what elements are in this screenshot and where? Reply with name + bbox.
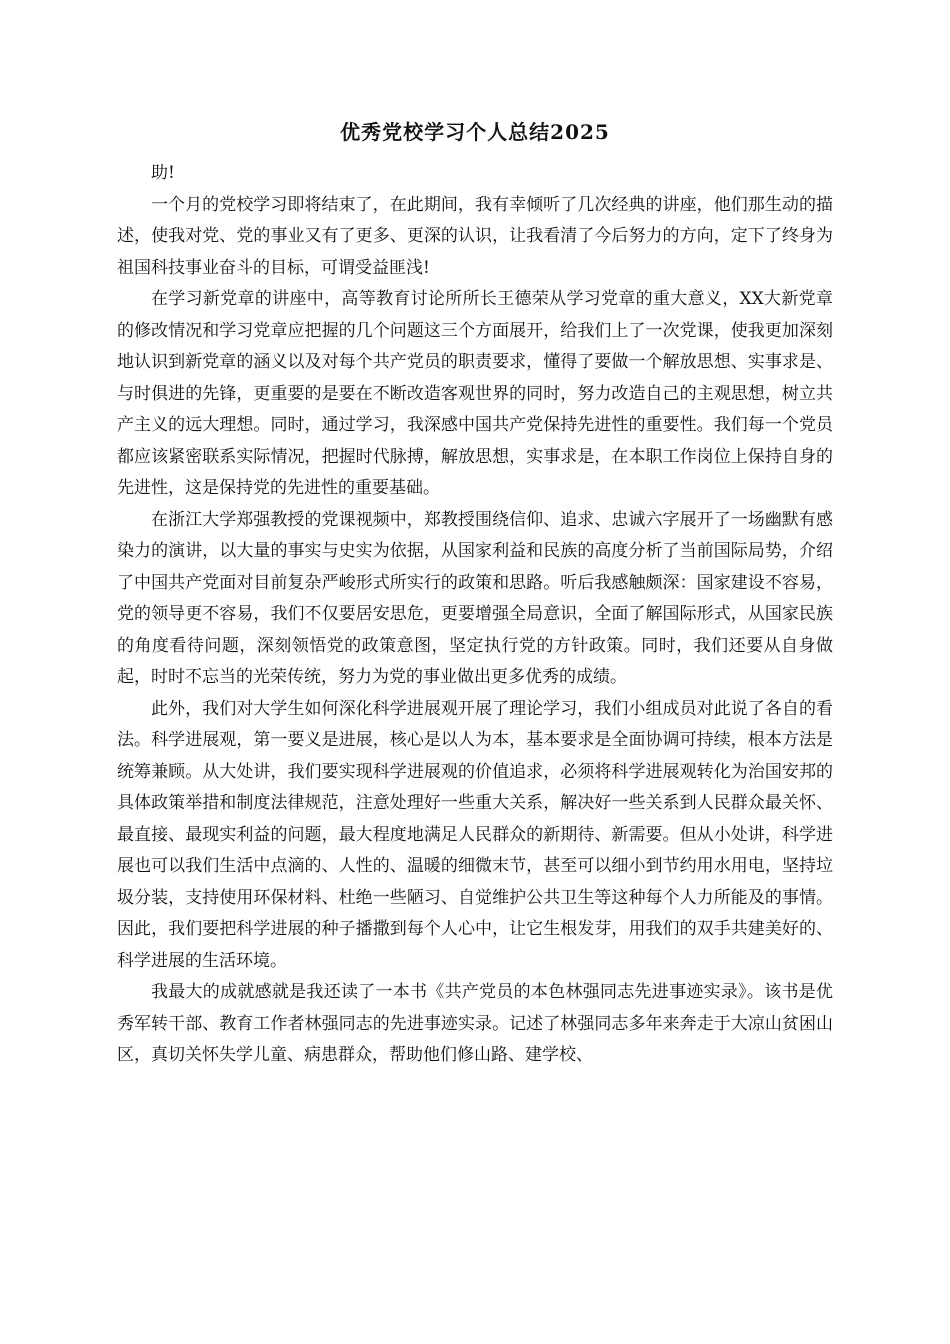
document-page xyxy=(117,118,833,1072)
paragraph-party-constitution: 在学习新党章的讲座中，高等教育讨论所所长王德荣从学习党章的重大意义，XX大新党章的修改情况和学习党章应把握的几个问题这三个方面展开，给我们上了一次党课，使我更加深刻地认识到新党章的涵义以及对每个共产党员的职责要求，懂得了要做一个解放思想、实事求是、与时俱进的先锋，更重要的是要在不断改造客观世界的同时，努力改造自己的主观思想，树立共产主义的远大理想。同时，通过学习，我深感中国共产党保持先进性的重要性。我们每一个党员都应该紧密联系实际情况，把握时代脉搏，解放思想，实事求是，在本职工作岗位上保持自身的先进性，这是保持党的先进性的重要基础。 xyxy=(117,289,833,498)
document-title: 优秀党校学习个人总结2025 xyxy=(340,120,610,144)
paragraph-intro: 一个月的党校学习即将结束了，在此期间，我有幸倾听了几次经典的讲座，他们那生动的描述，使我对党、党的事业又有了更多、更深的认识，让我看清了今后努力的方向，定下了终身为祖国科技事业奋斗的目标，可谓受益匪浅! xyxy=(117,194,833,278)
paragraph-lecture-video: 在浙江大学郑强教授的党课视频中，郑教授围绕信仰、追求、忠诚六字展开了一场幽默有感染力的演讲，以大量的事实与史实为依据，从国家利益和民族的高度分析了当前国际局势，介绍了中国共产党面对目前复杂严峻形式所实行的政策和思路。听后我感触颇深：国家建设不容易，党的领导更不容易，我们不仅要居安思危，更要增强全局意识，全面了解国际形式，从国家民族的角度看待问题，深刻领悟党的政策意图，坚定执行党的方针政策。同时，我们还要从自身做起，时时不忘当的光荣传统，努力为党的事业做出更多优秀的成绩。 xyxy=(117,509,833,687)
paragraph-scientific-development: 此外，我们对大学生如何深化科学进展观开展了理论学习，我们小组成员对此说了各自的看法。科学进展观，第一要义是进展，核心是以人为本，基本要求是全面协调可持续，根本方法是统筹兼顾。从大处讲，我们要实现科学进展观的价值追求，必须将科学进展观转化为治国安邦的具体政策举措和制度法律规范，注意处理好一些重大关系，解决好一些关系到人民群众最关怀、最直接、最现实利益的问题，最大程度地满足人民群众的新期待、新需要。但从小处讲，科学进展也可以我们生活中点滴的、人性的、温暖的细微末节，甚至可以细小到节约用水用电，坚持垃圾分装，支持使用环保材料、杜绝一些陋习、自觉维护公共卫生等这种每个人力所能及的事情。因此，我们要把科学进展的种子播撒到每个人心中，让它生根发芽，用我们的双手共建美好的、科学进展的生活环境。 xyxy=(117,698,833,971)
paragraph-book-reading: 我最大的成就感就是我还读了一本书《共产党员的本色林强同志先进事迹实录》。该书是优秀军转干部、教育工作者林强同志的先进事迹实录。记述了林强同志多年来奔走于大凉山贫困山区，真切关怀失学儿童、病患群众，帮助他们修山路、建学校、 xyxy=(117,982,833,1065)
paragraph-greeting: 助! xyxy=(151,163,175,183)
